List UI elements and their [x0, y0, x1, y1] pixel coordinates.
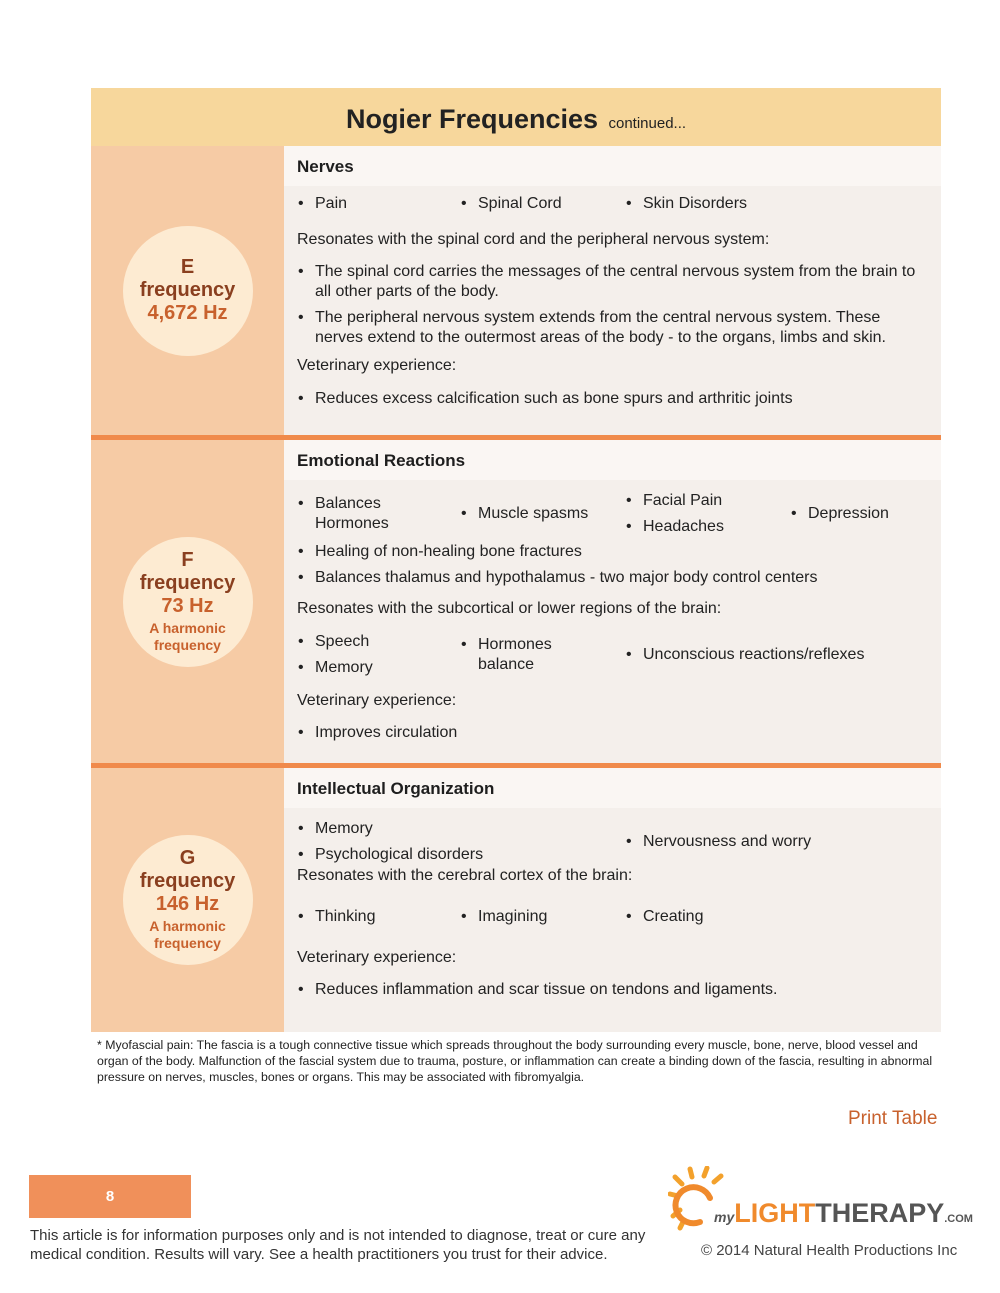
frequency-label: frequency — [139, 870, 236, 893]
frequency-column — [91, 440, 284, 763]
list-item: • Nervousness and worry — [625, 832, 811, 852]
list-item: • Memory — [297, 819, 625, 839]
list-item: • The peripheral nervous system extends from the central nervous system. These nerves extend to the outermost areas of the body - to the organs, limbs and skin. — [297, 308, 928, 348]
list-item: • Skin Disorders — [625, 194, 747, 214]
list-item: • Creating — [625, 907, 703, 927]
frequency-hz: 4,672 Hz — [147, 302, 228, 324]
logo-my: my — [714, 1209, 735, 1225]
vet-label: Veterinary experience: — [297, 692, 457, 709]
section-heading: Intellectual Organization — [284, 768, 941, 808]
list-item: • Balances Hormones — [297, 494, 395, 534]
list-item: • Pain — [297, 194, 460, 214]
page-subtitle: continued... — [608, 115, 687, 132]
frequency-label: frequency — [139, 279, 236, 301]
frequency-hz: 146 Hz — [155, 893, 220, 916]
list-item: • Improves circulation — [297, 723, 928, 743]
disclaimer: This article is for information purposes only and is not intended to diagnose, treat or cure any medical condition. Results will vary. See a health practitioners you trust for their advice. — [30, 1227, 646, 1263]
list-item: • Headaches — [625, 517, 790, 537]
footnote: * Myofascial pain: The fascia is a tough connective tissue which spreads throughout the body surrounding every muscle, bone, nerve, blood vessel and organ of the body. Malfunction of the fascial system due to trauma, posture, or inflammation can create a binding down of the fascia, resulting in abnormal pressure on nerves, muscles, bones or organs. This may be associated with fibromyalgia. — [97, 1038, 933, 1084]
frequency-hz: 73 Hz — [161, 594, 214, 617]
logo-com: .COM — [944, 1213, 973, 1225]
list-item: • Psychological disorders — [297, 845, 625, 865]
frequency-badge-e — [123, 226, 253, 356]
logo-therapy: THERAPY — [815, 1198, 945, 1228]
section-heading: Emotional Reactions — [284, 440, 941, 480]
frequency-letter: F — [181, 548, 194, 571]
list-item: • Unconscious reactions/reflexes — [625, 645, 864, 665]
list-item: • The spinal cord carries the messages of the central nervous system from the brain to all other parts of the body. — [297, 262, 928, 302]
frequency-badge-g — [123, 835, 253, 965]
list-item: • Healing of non-healing bone fractures — [297, 542, 928, 562]
resonates-text: Resonates with the subcortical or lower regions of the brain: — [297, 600, 722, 617]
table-title-bar — [91, 88, 941, 146]
list-item: • Thinking — [297, 907, 460, 927]
list-item: • Spinal Cord — [460, 194, 625, 214]
page-number: 8 — [29, 1175, 191, 1218]
list-item: • Muscle spasms — [460, 504, 625, 524]
harmonic-label: A harmonic frequency — [149, 619, 226, 653]
vet-label: Veterinary experience: — [297, 357, 457, 374]
details-column — [284, 440, 941, 763]
details-column — [284, 768, 941, 1032]
list-item: • Reduces excess calcification such as bone spurs and arthritic joints — [297, 389, 928, 409]
print-table-link[interactable]: Print Table — [848, 1108, 938, 1129]
resonates-text: Resonates with the spinal cord and the peripheral nervous system: — [297, 231, 770, 248]
frequency-label: frequency — [139, 571, 236, 594]
vet-label: Veterinary experience: — [297, 949, 457, 966]
frequency-badge-f — [123, 537, 253, 667]
copyright: © 2014 Natural Health Productions Inc — [701, 1242, 958, 1259]
list-item: • Reduces inflammation and scar tissue on tendons and ligaments. — [297, 980, 928, 1000]
frequency-table — [91, 88, 941, 1032]
row-g-frequency — [91, 763, 941, 1032]
logo-wordmark — [714, 1198, 973, 1229]
list-item: • Depression — [790, 504, 889, 524]
details-column — [284, 146, 941, 435]
list-item: • Speech — [297, 632, 460, 652]
row-f-frequency — [91, 435, 941, 763]
row-e-frequency — [91, 146, 941, 435]
harmonic-label: A harmonic frequency — [149, 918, 226, 951]
frequency-column — [91, 768, 284, 1032]
frequency-column — [91, 146, 284, 435]
list-item: • Imagining — [460, 907, 625, 927]
list-item: • Facial Pain — [625, 491, 790, 511]
logo-light: LIGHT — [734, 1198, 816, 1228]
frequency-letter: G — [179, 847, 196, 870]
page-title: Nogier Frequencies — [345, 104, 599, 134]
list-item: • Hormones balance — [460, 635, 558, 675]
list-item: • Balances thalamus and hypothalamus - two major body control centers — [297, 568, 928, 588]
list-item: • Memory — [297, 658, 460, 678]
section-heading: Nerves — [284, 146, 941, 186]
mylighttherapy-logo[interactable] — [668, 1166, 978, 1236]
resonates-text: Resonates with the cerebral cortex of the brain: — [297, 867, 633, 884]
frequency-letter: E — [180, 256, 195, 278]
